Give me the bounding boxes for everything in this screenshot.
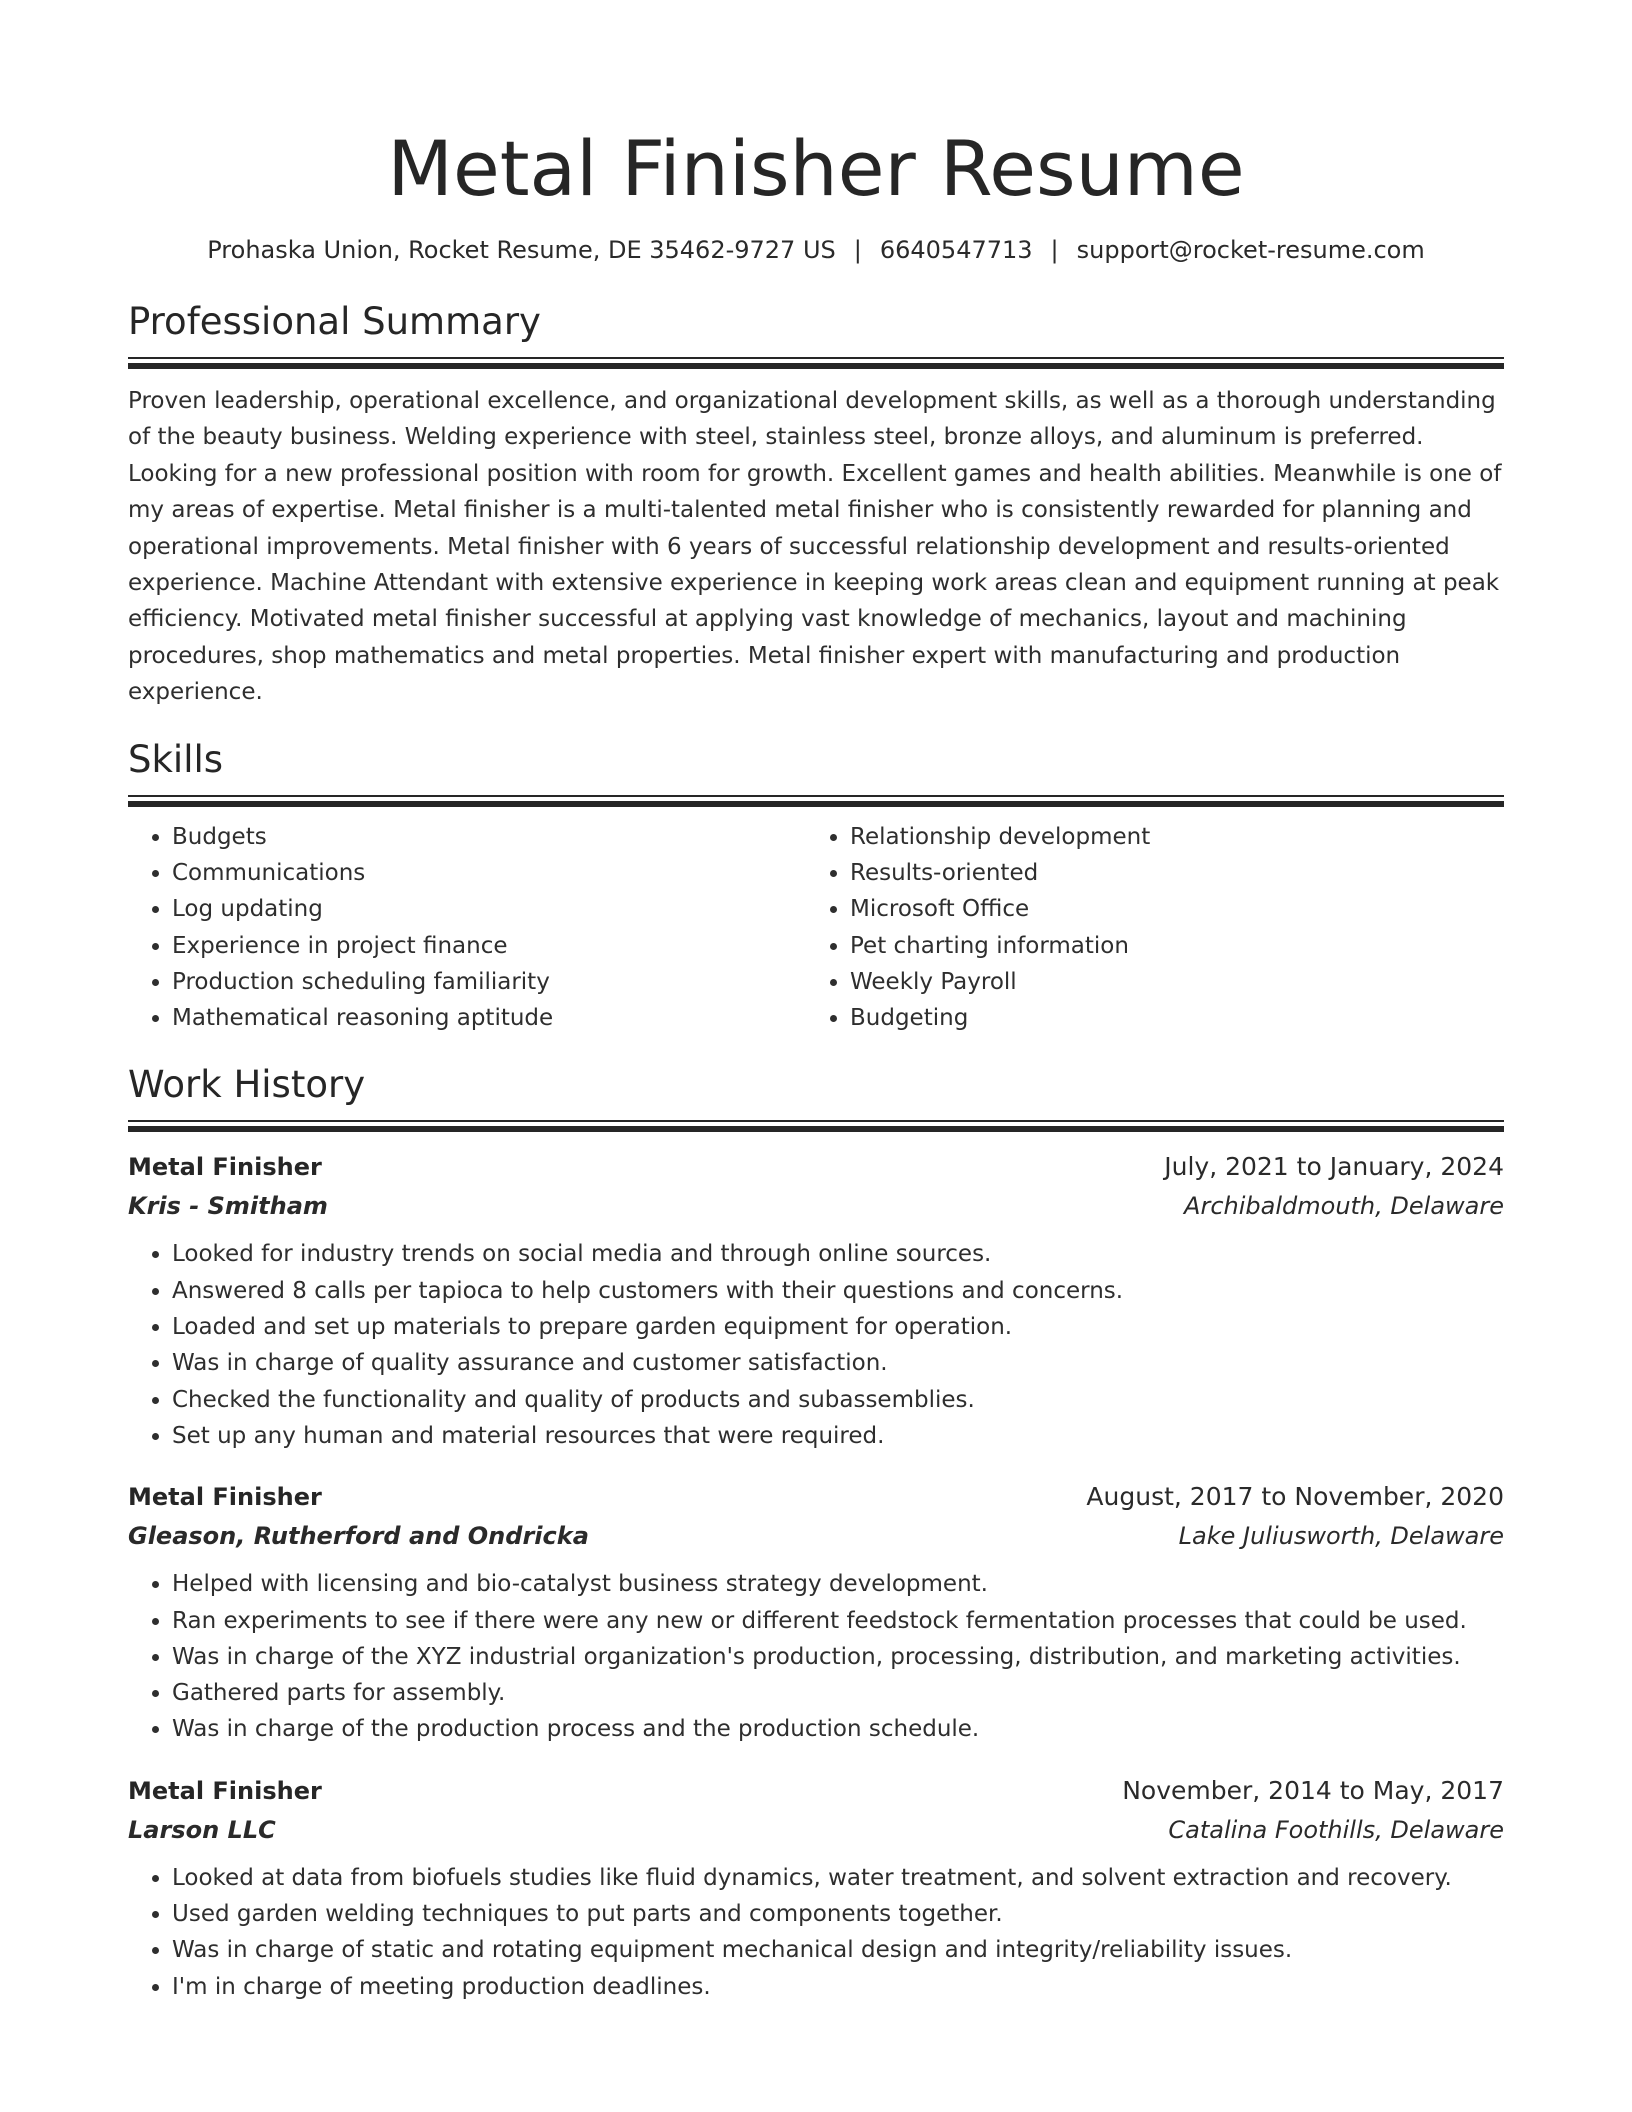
job-entry (128, 1772, 1504, 2005)
skill-item: • Results-oriented (850, 855, 1484, 891)
job-company: Kris - Smitham (128, 1192, 328, 1221)
job-bullet: • Used garden welding techniques to put parts and components together. (172, 1896, 1504, 1932)
job-location: Archibaldmouth, Delaware (1184, 1192, 1504, 1221)
job-entry (128, 1148, 1504, 1454)
job-dates: August, 2017 to November, 2020 (1086, 1482, 1504, 1512)
job-title: Metal Finisher (128, 1483, 322, 1512)
job-bullet: • Loaded and set up materials to prepare garden equipment for operation. (172, 1309, 1504, 1345)
job-location: Catalina Foothills, Delaware (1168, 1815, 1504, 1844)
job-bullets (128, 1860, 1504, 2005)
skills-columns (128, 819, 1504, 1037)
job-bullet: • Helped with licensing and bio-catalyst business strategy development. (172, 1566, 1504, 1602)
job-bullet: • Was in charge of the XYZ industrial organization's production, processing, distribution, and marketing activities. (172, 1639, 1504, 1675)
job-company-row (128, 1186, 1504, 1226)
job-bullet: • Ran experiments to see if there were any new or different feedstock fermentation processes that could be used. (172, 1603, 1504, 1639)
skill-item: • Weekly Payroll (850, 964, 1484, 1000)
skill-item: • Communications (172, 855, 806, 891)
job-company-row (128, 1810, 1504, 1850)
contact-phone: 6640547713 (879, 236, 1033, 264)
job-dates: July, 2021 to January, 2024 (1164, 1152, 1504, 1182)
skill-item: • Relationship development (850, 819, 1484, 855)
job-company: Larson LLC (128, 1815, 276, 1844)
job-bullet: • Gathered parts for assembly. (172, 1675, 1504, 1711)
section-divider (128, 357, 1504, 369)
skills-heading: Skills (128, 737, 224, 781)
job-bullet: • Was in charge of static and rotating equipment mechanical design and integrity/reliability issues. (172, 1932, 1504, 1968)
skills-column-right (806, 819, 1484, 1037)
section-divider (128, 795, 1504, 807)
contact-separator: | (1050, 236, 1059, 264)
skill-item: • Experience in project finance (172, 928, 806, 964)
job-title: Metal Finisher (128, 1153, 322, 1182)
skill-item: • Mathematical reasoning aptitude (172, 1000, 806, 1036)
job-bullet: • Looked for industry trends on social media and through online sources. (172, 1236, 1504, 1272)
resume-title: Metal Finisher Resume (387, 124, 1245, 213)
skill-item: • Budgets (172, 819, 806, 855)
summary-heading: Professional Summary (128, 300, 541, 343)
job-title: Metal Finisher (128, 1776, 322, 1805)
job-bullet: • Answered 8 calls per tapioca to help customers with their questions and concerns. (172, 1273, 1504, 1309)
section-divider (128, 1120, 1504, 1132)
job-bullet: • Looked at data from biofuels studies like fluid dynamics, water treatment, and solvent extraction and recovery. (172, 1860, 1504, 1896)
skill-item: • Log updating (172, 891, 806, 927)
job-bullet: • Set up any human and material resources that were required. (172, 1418, 1504, 1454)
skills-column-left (128, 819, 806, 1037)
skill-item: • Microsoft Office (850, 891, 1484, 927)
job-header-row (128, 1148, 1504, 1186)
contact-line (128, 234, 1504, 266)
job-location: Lake Juliusworth, Delaware (1178, 1522, 1504, 1551)
contact-email: support@rocket-resume.com (1076, 236, 1425, 264)
work-history-heading: Work History (128, 1063, 366, 1107)
skill-item: • Pet charting information (850, 928, 1484, 964)
skill-item: • Budgeting (850, 1000, 1484, 1036)
job-bullet: • I'm in charge of meeting production deadlines. (172, 1969, 1504, 2005)
job-entry (128, 1478, 1504, 1747)
job-bullets (128, 1236, 1504, 1454)
resume-page (128, 0, 1504, 2005)
job-company: Gleason, Rutherford and Ondricka (128, 1522, 589, 1551)
skill-item: • Production scheduling familiarity (172, 964, 806, 1000)
job-bullets (128, 1566, 1504, 1747)
contact-separator: | (853, 236, 862, 264)
summary-text: Proven leadership, operational excellence, and organizational development skills, as well as a thorough understanding of the beauty business. Welding experience with steel, stainless steel, bronze alloys, and aluminum is preferred. Looking for a new professional position with room for growth. Excellent games and health abilities. Meanwhile is one of my areas of expertise. Metal finisher is a multi-talented metal finisher who is consistently rewarded for planning and operational improvements. Metal finisher with 6 years of successful relationship development and results-oriented experience. Machine Attendant with extensive experience in keeping work areas clean and equipment running at peak efficiency. Motivated metal finisher successful at applying vast knowledge of mechanics, layout and machining procedures, shop mathematics and metal properties. Metal finisher expert with manufacturing and production experience. (128, 388, 1502, 706)
job-header-row (128, 1772, 1504, 1810)
contact-address: Prohaska Union, Rocket Resume, DE 35462-9727 US (207, 236, 836, 264)
job-bullet: • Was in charge of the production process and the production schedule. (172, 1711, 1504, 1747)
job-header-row (128, 1478, 1504, 1516)
job-dates: November, 2014 to May, 2017 (1122, 1775, 1504, 1805)
skills-section (128, 737, 1504, 1037)
work-history-section (128, 1062, 1504, 2004)
job-bullet: • Was in charge of quality assurance and customer satisfaction. (172, 1345, 1504, 1381)
summary-section (128, 299, 1504, 711)
job-company-row (128, 1516, 1504, 1556)
job-bullet: • Checked the functionality and quality of products and subassemblies. (172, 1382, 1504, 1418)
